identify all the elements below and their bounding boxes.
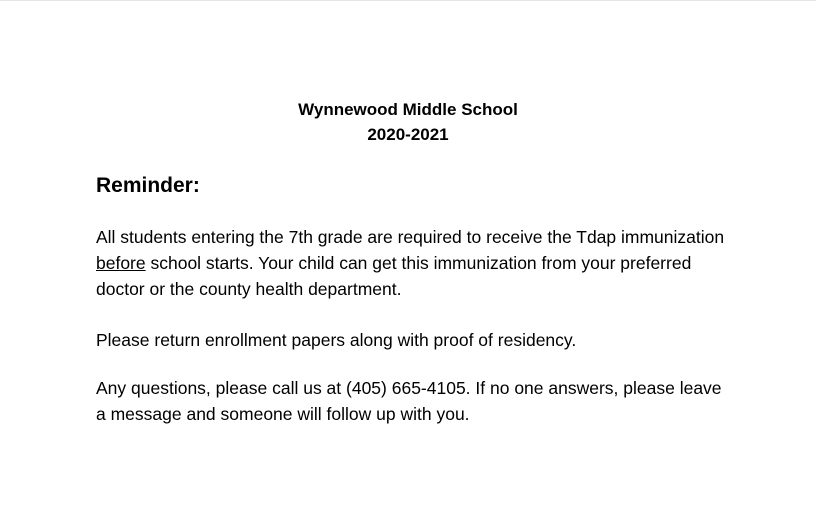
school-year: 2020-2021: [367, 125, 449, 144]
underlined-before-word: before: [96, 253, 146, 273]
immunization-paragraph: [96, 224, 736, 302]
immunization-text-start: All students entering the 7th grade are required to receive the Tdap immunization: [96, 227, 725, 247]
document-header: [0, 97, 816, 147]
immunization-text-end: school starts. Your child can get this immunization from your preferred doctor or the county health department.: [96, 253, 692, 299]
school-name: Wynnewood Middle School: [298, 100, 518, 119]
enrollment-paragraph: Please return enrollment papers along with proof of residency.: [96, 330, 577, 350]
contact-paragraph: Any questions, please call us at (405) 665-4105. If no one answers, please leave a message and someone will follow up with you.: [96, 378, 722, 424]
reminder-heading: Reminder:: [96, 174, 200, 197]
